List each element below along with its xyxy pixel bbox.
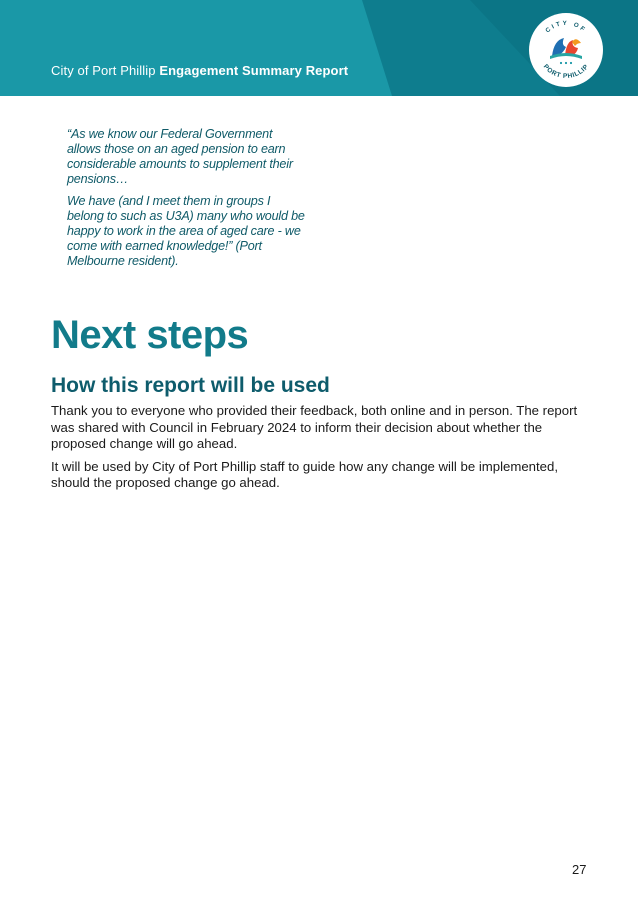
report-header <box>0 0 638 96</box>
city-of-port-phillip-logo <box>528 12 604 88</box>
header-title-regular: City of Port Phillip <box>51 63 156 78</box>
quote-paragraph: “As we know our Federal Government allows those on an aged pension to earn considerable amounts to supplement their pensions… <box>67 127 293 186</box>
body-paragraph: It will be used by City of Port Phillip staff to guide how any change will be implemented, should the proposed change go ahead. <box>51 458 559 490</box>
header-title <box>51 63 348 78</box>
logo-text-top: CITY OF <box>544 19 588 35</box>
section-body <box>51 403 596 498</box>
quote-paragraph: We have (and I meet them in groups I belong to such as U3A) many who would be happy to work in the area of aged care - we come with earned knowledge!” (Port Melbourne resident). <box>67 194 305 268</box>
logo-text-bottom: PORT PHILLIP <box>541 63 591 81</box>
body-paragraph: Thank you to everyone who provided their feedback, both online and in person. The report was shared with Council in February 2024 to inform their decision about whether the proposed change will go ahead. <box>51 403 578 451</box>
header-title-bold: Engagement Summary Report <box>159 63 349 78</box>
page-number: 27 <box>572 862 587 877</box>
section-title: Next steps <box>51 313 249 357</box>
resident-quote <box>67 127 307 276</box>
section-subtitle: How this report will be used <box>51 374 330 397</box>
